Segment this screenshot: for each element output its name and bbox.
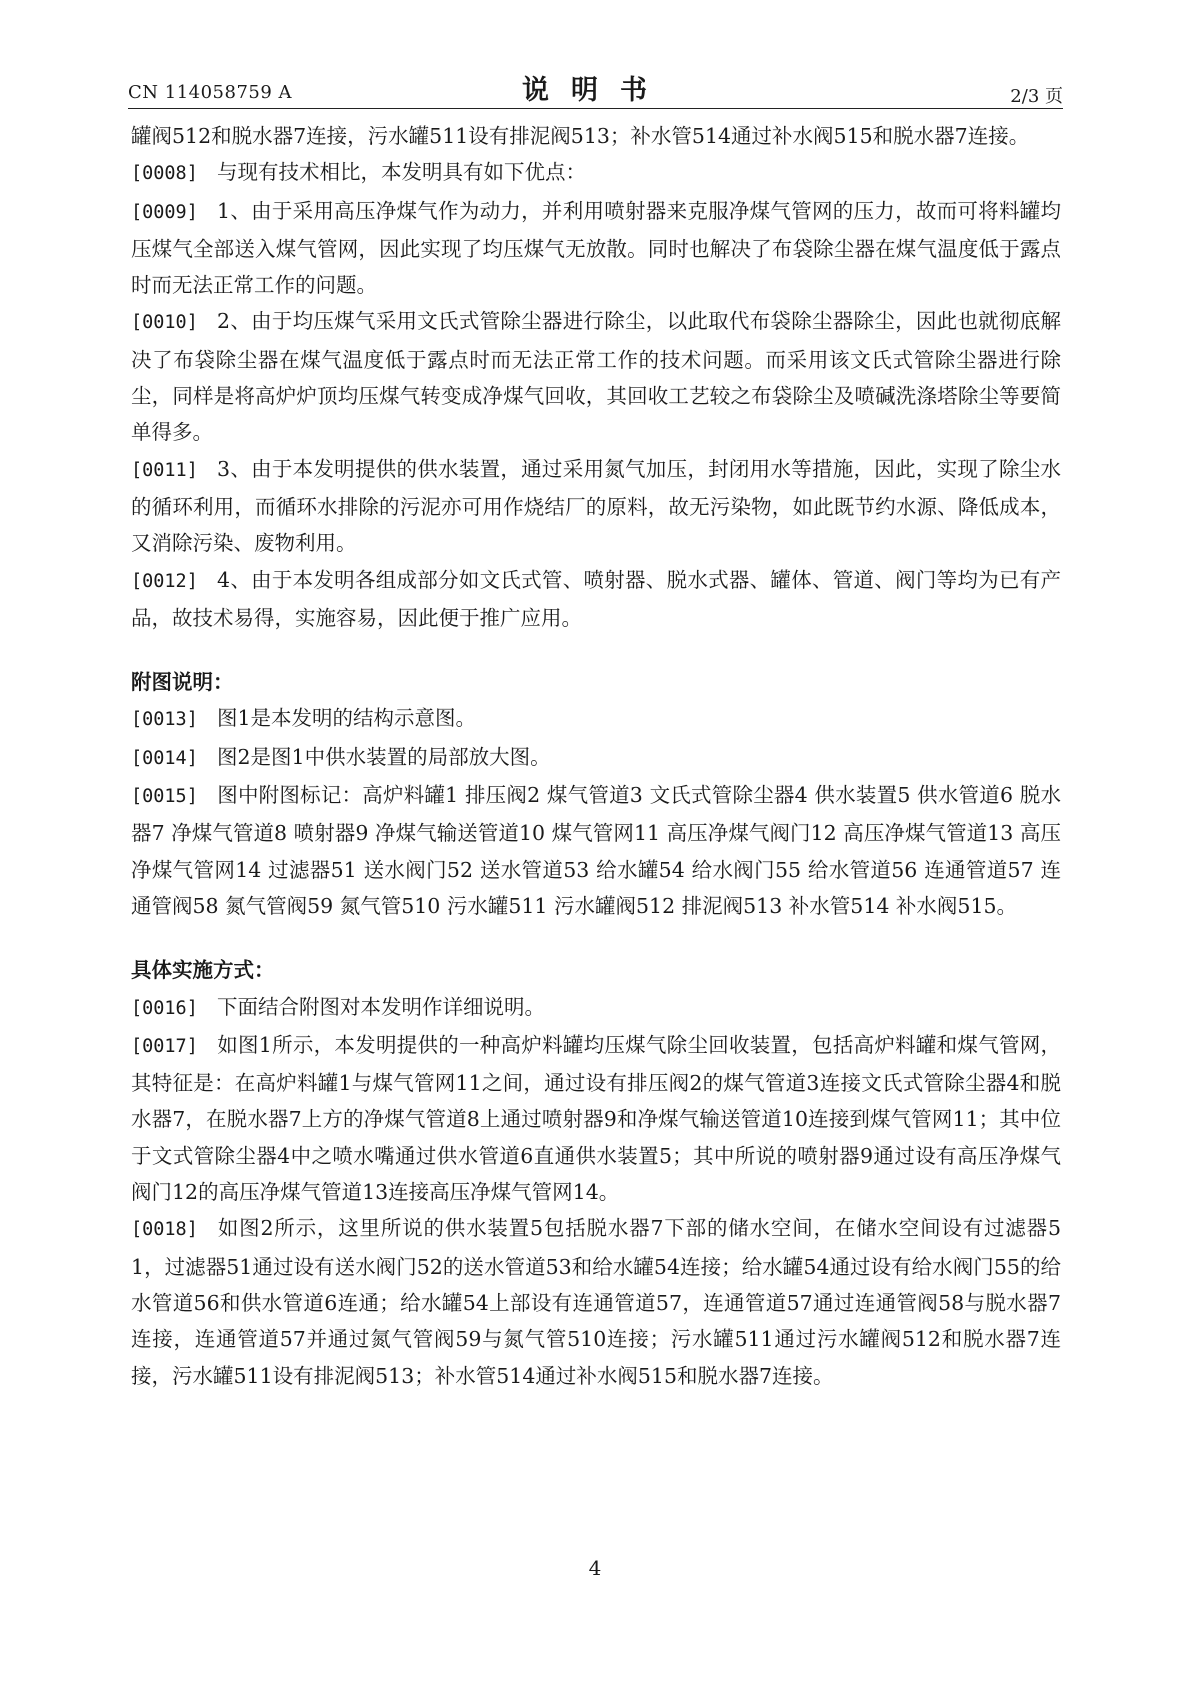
paragraph (131, 451, 1061, 562)
page-indicator: 2/3 页 (1010, 86, 1063, 107)
paragraph-number: [0016] (131, 997, 198, 1019)
paragraph-number: [0010] (131, 312, 198, 334)
document-body (131, 118, 1061, 1394)
section-gap (131, 636, 1061, 664)
page-header (128, 62, 1063, 108)
paragraph-text: 图2是图1中供水装置的局部放大图。 (217, 744, 551, 769)
paragraph-text: 图中附图标记：高炉料罐1 排压阀2 煤气管道3 文氏式管除尘器4 供水装置5 供水管道6 脱水器7 净煤气管道8 喷射器9 净煤气输送管道10 煤气管网11 高压净煤气阀门12 高压净煤气管道13 高压净煤气管网14 过滤器51 送水阀门52 送水管道53 给水罐54 给水阀门55 给水管道56 连通管道57 连通管阀58 氮气管阀59 氮气管510 污水罐511 污水罐阀512 排泥阀513 补水管514 补水阀515。 (131, 783, 1061, 918)
paragraph (131, 193, 1061, 304)
continuation-paragraph: 罐阀512和脱水器7连接，污水罐511设有排泥阀513；补水管514通过补水阀515和脱水器7连接。 (131, 124, 1030, 148)
embodiment-section (131, 989, 1061, 1394)
paragraph-number: [0014] (131, 747, 198, 769)
paragraph (131, 154, 1061, 192)
paragraph-number: [0012] (131, 570, 198, 592)
paragraph-text: 3、由于本发明提供的供水装置，通过采用氮气加压，封闭用水等措施，因此，实现了除尘水的循环利用，而循环水排除的污泥亦可用作烧结厂的原料，故无污染物，如此既节约水源、降低成本，又消除污染、废物利用。 (131, 456, 1061, 556)
paragraph (131, 1027, 1061, 1210)
paragraph-text: 1、由于采用高压净煤气作为动力，并利用喷射器来克服净煤气管网的压力，故而可将料罐均压煤气全部送入煤气管网，因此实现了均压煤气无放散。同时也解决了布袋除尘器在煤气温度低于露点时而无法正常工作的问题。 (131, 198, 1061, 298)
publication-number: CN 114058759 A (128, 82, 293, 103)
paragraph-number: [0018] (131, 1219, 198, 1241)
paragraph (131, 739, 1061, 777)
paragraph-number: [0013] (131, 709, 198, 731)
document-title: 说明书 (522, 75, 669, 106)
section-heading-embodiment: 具体实施方式： (131, 958, 275, 983)
paragraph-text: 图1是本发明的结构示意图。 (217, 706, 477, 731)
paragraph (131, 303, 1061, 450)
paragraph (131, 700, 1061, 738)
paragraph-text: 2、由于均压煤气采用文氏式管除尘器进行除尘，以此取代布袋除尘器除尘，因此也就彻底解决了布袋除尘器在煤气温度低于露点时而无法正常工作的技术问题。而采用该文氏式管除尘器进行除尘，同样是将高炉炉顶均压煤气转变成净煤气回收，其回收工艺较之布袋除尘及喷碱洗涤塔除尘等要简单得多。 (131, 309, 1061, 445)
figures-section (131, 700, 1061, 924)
paragraph-number: [0008] (131, 163, 198, 185)
paragraph-number: [0015] (131, 786, 198, 808)
paragraph-text: 下面结合附图对本发明作详细说明。 (217, 994, 545, 1019)
paragraph (131, 989, 1061, 1027)
paragraph-number: [0011] (131, 459, 198, 481)
section-gap (131, 924, 1061, 952)
paragraph-number: [0009] (131, 201, 198, 223)
paragraph-text: 如图2所示，这里所说的供水装置5包括脱水器7下部的储水空间，在储水空间设有过滤器51，过滤器51通过设有送水阀门52的送水管道53和给水罐54连接；给水罐54通过设有给水阀门55的给水管道56和供水管道6连通；给水罐54上部设有连通管道57，连通管道57通过连通管阀58与脱水器7连接，连通管道57并通过氮气管阀59与氮气管510连接；污水罐511通过污水罐阀512和脱水器7连接，污水罐511设有排泥阀513；补水管514通过补水阀515和脱水器7连接。 (131, 1216, 1061, 1388)
paragraph (131, 1210, 1061, 1393)
paragraph-number: [0017] (131, 1035, 198, 1057)
header-divider (128, 108, 1063, 109)
section-heading-figures: 附图说明： (131, 670, 234, 695)
paragraph-text: 与现有技术相比，本发明具有如下优点： (217, 160, 586, 185)
paragraph (131, 562, 1061, 637)
page-number: 4 (588, 1556, 602, 1580)
paragraph-text: 4、由于本发明各组成部分如文氏式管、喷射器、脱水式器、罐体、管道、阀门等均为已有产品，故技术易得，实施容易，因此便于推广应用。 (131, 567, 1061, 630)
paragraph (131, 777, 1061, 924)
advantages-section (131, 154, 1061, 636)
paragraph-text: 如图1所示，本发明提供的一种高炉料罐均压煤气除尘回收装置，包括高炉料罐和煤气管网，其特征是：在高炉料罐1与煤气管网11之间，通过设有排压阀2的煤气管道3连接文氏式管除尘器4和脱水器7，在脱水器7上方的净煤气管道8上通过喷射器9和净煤气输送管道10连接到煤气管网11；其中位于文式管除尘器4中之喷水嘴通过供水管道6直通供水装置5；其中所说的喷射器9通过设有高压净煤气阀门12的高压净煤气管道13连接高压净煤气管网14。 (131, 1032, 1061, 1205)
